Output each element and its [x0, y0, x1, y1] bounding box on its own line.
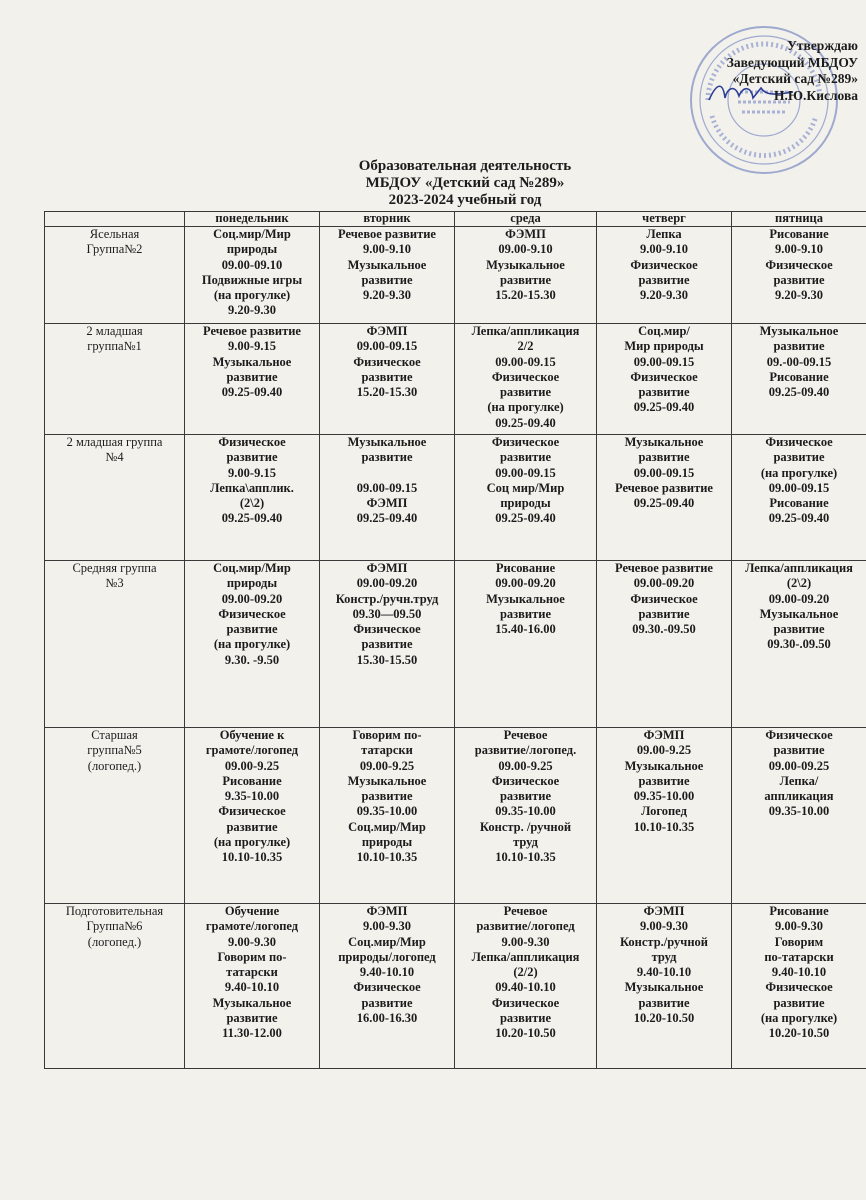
activity-line: развитие [499, 1011, 552, 1026]
activity-line: развитие [226, 369, 278, 384]
group-label-line: №3 [105, 576, 124, 591]
activity-line: 9.00-9.30 [501, 934, 550, 949]
activity-line: Соц.мир/ [638, 324, 690, 338]
activity-line: Музыкальное [347, 773, 427, 788]
activity-line: 09.25-09.40 [356, 511, 418, 526]
schedule-cell [455, 227, 597, 324]
activity-line: развитие [773, 743, 825, 758]
activity-line: Физическое [630, 369, 698, 384]
activity-line: Рисование [769, 904, 829, 918]
schedule-cell [597, 561, 732, 728]
table-row [45, 728, 866, 904]
activity-line: развитие [638, 773, 690, 788]
activity-line: 09.25-09.40 [495, 511, 556, 526]
activity-line: 10.10-10.35 [495, 850, 556, 865]
activity-line: ФЭМП [643, 904, 685, 918]
activity-line: Физическое [491, 773, 560, 788]
activity-line: Физическое [218, 435, 286, 449]
page-title [0, 158, 866, 209]
schedule-cell [320, 904, 455, 1069]
approval-line: Заведующий МБДОУ [726, 54, 858, 70]
activity-line: 9.00-9.10 [640, 242, 688, 257]
activity-line: развитие [773, 450, 825, 465]
activity-line: Соц.мир/Мир [213, 227, 291, 241]
activity-line: Лепка/аппликация [471, 949, 580, 964]
group-cell [45, 324, 185, 435]
schedule-cell [597, 904, 732, 1069]
activity-line: развитие [638, 272, 690, 287]
activity-line: 09.25-09.40 [221, 385, 283, 400]
activity-line: 09.00-09.15 [495, 465, 556, 480]
group-label-line: Группа№6 [86, 919, 143, 934]
schedule-cell [320, 435, 455, 561]
activity-line: 09.00-09.15 [495, 354, 556, 369]
header-day: среда [455, 212, 597, 227]
header-day: пятница [732, 212, 866, 227]
activity-line: развитие [226, 622, 278, 637]
schedule-cell [455, 904, 597, 1069]
group-label-line: Ясельная [89, 227, 140, 241]
activity-line: Лепка/ [779, 773, 819, 788]
table-row [45, 561, 866, 728]
activity-line: Музыкальное [759, 324, 839, 338]
activity-line: развитие [638, 385, 690, 400]
activity-line: развитие [499, 272, 552, 287]
activity-line: развитие [499, 606, 552, 621]
group-cell [45, 435, 185, 561]
activity-line: Физическое [218, 606, 286, 621]
header-group [45, 212, 185, 227]
activity-line: Говорим по- [352, 728, 422, 742]
schedule-cell [185, 728, 320, 904]
activity-line: 09.25-09.40 [633, 400, 695, 415]
activity-line: Физическое [353, 980, 421, 995]
activity-line: 9.00-9.15 [228, 339, 276, 354]
table-row [45, 227, 866, 324]
activity-line: Речевое развитие [338, 227, 436, 241]
schedule-cell [185, 904, 320, 1069]
activity-line: Речевое [503, 728, 548, 742]
activity-line: развитие [226, 1011, 278, 1026]
activity-line: 15.40-16.00 [495, 622, 556, 637]
activity-line: Музыкальное [486, 591, 565, 606]
activity-line: Констр./ручн.труд [335, 591, 439, 606]
activity-line: грамоте/логопед [205, 743, 299, 758]
schedule-cell [185, 435, 320, 561]
activity-line: Музыкальное [347, 257, 427, 272]
activity-line: Физическое [491, 995, 560, 1010]
activity-line: 9.40-10.10 [636, 965, 692, 980]
activity-line: Музыкальное [212, 354, 292, 369]
activity-line: 9.20-9.30 [363, 288, 411, 303]
activity-line: ФЭМП [366, 496, 408, 511]
schedule-cell [732, 324, 866, 435]
activity-line: природы [226, 576, 278, 591]
activity-line: 09.25-09.40 [768, 385, 830, 400]
activity-line: Физическое [765, 435, 833, 449]
group-label-line: группа№5 [87, 743, 142, 758]
group-label-line: Средняя группа [72, 561, 157, 575]
schedule-cell [455, 561, 597, 728]
schedule-table [44, 211, 866, 1069]
activity-line: (на прогулке) [213, 288, 291, 303]
activity-line: развитие [638, 995, 690, 1010]
activity-line: 09.00-09.15 [768, 480, 830, 495]
activity-line: 10.20-10.50 [495, 1026, 556, 1041]
activity-line: природы [361, 835, 413, 850]
activity-line: Лепка\апплик. [210, 480, 294, 495]
activity-line: 09.00-09.15 [633, 354, 695, 369]
activity-line: 09.-00-09.15 [766, 354, 832, 369]
activity-line: 9.00-9.10 [775, 242, 823, 257]
activity-line: развитие/логопед. [474, 743, 577, 758]
activity-line: Музыкальное [212, 995, 292, 1010]
activity-line: по-татарски [764, 949, 834, 964]
activity-line: Мир природы [624, 339, 704, 354]
activity-line: Речевое развитие [615, 561, 713, 575]
activity-line: 09.00-09.20 [221, 591, 283, 606]
activity-line: 15.20-15.30 [495, 288, 556, 303]
activity-line: природы [226, 242, 278, 257]
activity-line: Физическое [353, 622, 421, 637]
activity-line: Речевое развитие [615, 480, 713, 495]
activity-line: 9.30. -9.50 [224, 652, 280, 667]
activity-line: 9.40-10.10 [359, 965, 415, 980]
activity-line: развитие [773, 622, 825, 637]
group-label-line: Подготовительная [65, 904, 164, 918]
title-line-2: МБДОУ «Детский сад №289» [365, 175, 565, 191]
activity-line: природы [500, 496, 551, 511]
group-cell [45, 728, 185, 904]
activity-line: развитие [773, 272, 825, 287]
schedule-cell [732, 227, 866, 324]
activity-line: (на прогулке) [213, 637, 291, 652]
activity-line: Соц мир/Мир [486, 480, 565, 495]
schedule-cell [597, 324, 732, 435]
group-cell [45, 904, 185, 1069]
activity-line: 09.30.-09.50 [632, 622, 696, 637]
activity-line: 09.30—09.50 [352, 606, 422, 621]
activity-line: Подвижные игры [201, 272, 303, 287]
activity-line: развитие [499, 385, 552, 400]
activity-line: ФЭМП [366, 324, 408, 338]
group-label-line: №4 [105, 450, 124, 465]
activity-line: 09.00-09.20 [768, 591, 830, 606]
activity-line: 09.00-09.20 [356, 576, 418, 591]
activity-line: Констр./ручной [619, 934, 709, 949]
activity-line: 11.30-12.00 [222, 1026, 282, 1041]
activity-line: 10.10-10.35 [356, 850, 418, 865]
activity-line: Обучение к [219, 728, 285, 742]
schedule-cell [320, 728, 455, 904]
activity-line: 09.00-09.15 [633, 465, 695, 480]
group-cell [45, 561, 185, 728]
activity-line: Соц.мир/Мир [348, 819, 426, 834]
title-line-3: 2023-2024 учебный год [388, 192, 542, 208]
approval-line: «Детский сад №289» [732, 71, 858, 86]
activity-line: развитие [773, 995, 825, 1010]
activity-line: Говорим [774, 934, 824, 949]
activity-line: 09.00-09.10 [221, 257, 283, 272]
activity-line: 09.30-.09.50 [767, 637, 831, 652]
activity-line: развитие [361, 369, 413, 384]
group-label-line: 2 младшая группа [66, 435, 163, 449]
activity-line: Физическое [630, 591, 698, 606]
activity-line: 9.00-9.30 [228, 934, 276, 949]
activity-line: Речевое развитие [203, 324, 301, 338]
activity-line: 09.35-10.00 [495, 804, 556, 819]
activity-line: развитие [638, 606, 690, 621]
activity-line: 09.35-10.00 [633, 789, 695, 804]
schedule-cell [455, 435, 597, 561]
activity-line: 09.00-9.25 [359, 758, 415, 773]
activity-line: (на прогулке) [487, 400, 564, 415]
approval-line: Н.Ю.Кислова [773, 87, 858, 103]
activity-line: 09.00-09.25 [768, 758, 830, 773]
activity-line: 09.00-09.15 [356, 480, 418, 495]
activity-line: 09.40-10.10 [495, 980, 556, 995]
group-cell [45, 227, 185, 324]
header-day: вторник [320, 212, 455, 227]
activity-line: 15.30-15.50 [356, 652, 418, 667]
activity-line: Музыкальное [759, 606, 839, 621]
activity-line: 9.20-9.30 [640, 288, 688, 303]
activity-line: 9.00-9.10 [363, 242, 411, 257]
group-label-line: (логопед.) [87, 934, 142, 949]
activity-line: 9.20-9.30 [775, 288, 823, 303]
activity-line: (на прогулке) [760, 1011, 838, 1026]
activity-line: 09.25-09.40 [221, 511, 283, 526]
activity-line: Музыкальное [486, 257, 565, 272]
schedule-cell [320, 227, 455, 324]
activity-line: развитие [499, 789, 552, 804]
activity-line: 09.35-10.00 [356, 804, 418, 819]
activity-line: 10.10-10.35 [221, 850, 283, 865]
activity-line: развитие [361, 789, 413, 804]
activity-line: татарски [361, 743, 413, 758]
activity-line: Соц.мир/Мир [348, 934, 426, 949]
activity-line: 09.25-09.40 [768, 511, 830, 526]
activity-line: 9.00-9.30 [363, 919, 411, 934]
table-row [45, 435, 866, 561]
schedule-cell [732, 435, 866, 561]
activity-line: 09.00-9.25 [636, 743, 692, 758]
group-label-line: Старшая [91, 728, 138, 742]
activity-line: (2\2) [786, 576, 812, 591]
approval-block [727, 38, 858, 104]
schedule-cell [320, 324, 455, 435]
activity-line: ФЭМП [643, 728, 685, 742]
activity-line: Физическое [218, 804, 286, 819]
activity-line: грамоте/логопед [205, 919, 299, 934]
activity-line: Физическое [765, 728, 833, 742]
activity-line: Музыкальное [624, 435, 704, 449]
activity-line: Физическое [491, 369, 560, 384]
activity-line: аппликация [764, 789, 834, 804]
activity-line: развитие [499, 450, 552, 465]
schedule-cell [185, 227, 320, 324]
schedule-cell [732, 561, 866, 728]
activity-line: 10.20-10.50 [768, 1026, 830, 1041]
activity-line: развитие [361, 637, 413, 652]
header-row [45, 212, 866, 227]
group-label-line: группа№1 [87, 339, 142, 354]
schedule-cell [597, 728, 732, 904]
activity-line: 9.40-10.10 [771, 965, 827, 980]
activity-line: 16.00-16.30 [356, 1011, 418, 1026]
group-label-line: 2 младшая [86, 324, 143, 338]
activity-line: Рисование [222, 773, 282, 788]
activity-line: Музыкальное [624, 758, 704, 773]
activity-line: 09.25-09.40 [495, 415, 556, 430]
activity-line: (2\2) [239, 496, 265, 511]
activity-line: Рисование [495, 561, 556, 575]
schedule-cell [320, 561, 455, 728]
activity-line: 09.00-9.25 [224, 758, 280, 773]
activity-line: 10.20-10.50 [633, 1011, 695, 1026]
activity-line: Логопед [641, 804, 687, 819]
activity-line: Рисование [769, 369, 829, 384]
schedule-cell [185, 324, 320, 435]
approval-line: Утверждаю [786, 38, 858, 53]
activity-line: развитие [361, 995, 413, 1010]
schedule-cell [732, 728, 866, 904]
schedule-cell [732, 904, 866, 1069]
schedule-cell [455, 324, 597, 435]
activity-line: развитие [638, 450, 690, 465]
activity-line: 2/2 [517, 339, 534, 354]
activity-line: труд [651, 949, 677, 964]
activity-line: ФЭМП [505, 227, 546, 241]
activity-line: 09.25-09.40 [633, 496, 695, 511]
activity-line: Физическое [353, 354, 421, 369]
schedule-cell [597, 227, 732, 324]
activity-line: 9.35-10.00 [224, 789, 280, 804]
activity-line: Физическое [630, 257, 698, 272]
schedule-cell [455, 728, 597, 904]
activity-line: Говорим по- [217, 949, 287, 964]
activity-line: (на прогулке) [760, 465, 838, 480]
activity-line: (2/2) [513, 965, 538, 980]
activity-line: (на прогулке) [213, 835, 291, 850]
activity-line: природы/логопед [338, 949, 436, 964]
table-row [45, 904, 866, 1069]
activity-line [322, 466, 452, 481]
activity-line: Лепка/аппликация [745, 561, 853, 575]
activity-line: развитие/логопед [476, 919, 575, 934]
activity-line: Рисование [769, 496, 829, 511]
schedule-cell [597, 435, 732, 561]
activity-line: ФЭМП [366, 904, 408, 918]
activity-line: 10.10-10.35 [633, 819, 695, 834]
activity-line: развитие [226, 819, 278, 834]
activity-line: 09.00-09.20 [495, 576, 556, 591]
activity-line: ФЭМП [366, 561, 408, 575]
activity-line: развитие [226, 450, 278, 465]
activity-line: Физическое [765, 257, 833, 272]
activity-line: Физическое [765, 980, 833, 995]
activity-line: Физическое [491, 435, 560, 449]
activity-line: татарски [226, 965, 278, 980]
activity-line: развитие [361, 272, 413, 287]
activity-line: труд [513, 835, 538, 850]
activity-line: Соц.мир/Мир [213, 561, 291, 575]
activity-line: Рисование [769, 227, 829, 241]
activity-line: Музыкальное [624, 980, 704, 995]
activity-line: 09.00-09.15 [356, 339, 418, 354]
activity-line: 9.00-9.30 [775, 919, 823, 934]
table-row [45, 324, 866, 435]
group-label-line: Группа№2 [86, 242, 143, 257]
activity-line: 15.20-15.30 [356, 385, 418, 400]
header-day: понедельник [185, 212, 320, 227]
activity-line: 09.00-09.20 [633, 576, 695, 591]
activity-line: развитие [773, 339, 825, 354]
activity-line: 09.00-9.10 [498, 242, 553, 257]
activity-line: Музыкальное [347, 435, 427, 449]
activity-line: развитие [361, 450, 413, 465]
activity-line: Речевое [503, 904, 548, 918]
header-day: четверг [597, 212, 732, 227]
activity-line: 9.20-9.30 [228, 303, 276, 318]
activity-line: 9.00-9.30 [640, 919, 688, 934]
activity-line: Лепка/аппликация [471, 324, 580, 338]
activity-line: Лепка [646, 227, 682, 241]
activity-line: 09.35-10.00 [768, 804, 830, 819]
activity-line: Обучение [224, 904, 280, 918]
activity-line: 9.40-10.10 [224, 980, 280, 995]
activity-line: Констр. /ручной [479, 819, 572, 834]
activity-line: 09.00-9.25 [498, 758, 553, 773]
activity-line: 9.00-9.15 [228, 465, 276, 480]
group-label-line: (логопед.) [87, 758, 142, 773]
schedule-cell [185, 561, 320, 728]
title-line-1: Образовательная деятельность [358, 158, 572, 174]
